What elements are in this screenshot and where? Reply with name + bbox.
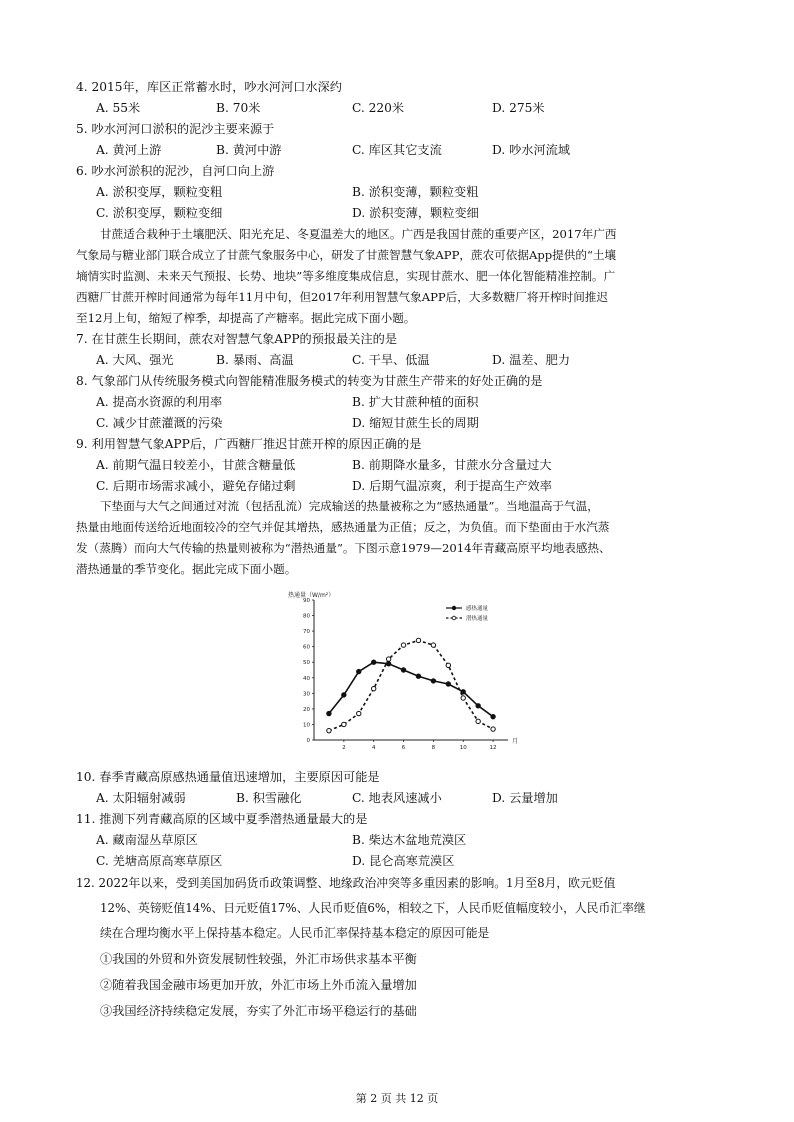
y-tick-label: 80: [303, 613, 310, 620]
question-8-stem: 8. 气象部门从传统服务模式向智能精准服务模式的转变为甘蔗生产带来的好处正确的是: [76, 374, 543, 388]
option-d: D. 275米: [492, 101, 545, 115]
statement-3: ③我国经济持续稳定发展，夯实了外汇市场平稳运行的基础: [100, 1004, 417, 1018]
y-tick-label: 90: [303, 598, 310, 604]
data-point: [386, 657, 390, 661]
data-point: [491, 714, 495, 718]
question-9-options-row1: [96, 456, 736, 474]
series-line-1: [329, 662, 493, 716]
option-d: D. 昆仑高寒荒漠区: [352, 854, 455, 868]
passage-line: 下垫面与大气之间通过对流（包括乱流）完成输送的热量被称之为“感热通量”。当地温高于气温，: [100, 499, 599, 513]
y-axis-label: 热通量（W/m²）: [288, 592, 335, 599]
x-tick-label: 10: [459, 745, 467, 751]
heat-flux-line-chart: [286, 590, 526, 760]
option-b: B. 黄河中游: [216, 143, 282, 157]
legend-marker: [452, 616, 456, 620]
data-point: [431, 679, 435, 683]
passage-line: 潜热通量的季节变化。据此完成下面小题。: [76, 562, 297, 576]
data-point: [446, 663, 450, 667]
option-a: A. 藏南湿丛草原区: [96, 833, 198, 847]
option-c: C. 干旱、低温: [352, 353, 430, 367]
option-b: B. 淤积变薄，颗粒变粗: [352, 185, 479, 199]
x-tick-label: 4: [371, 745, 376, 751]
data-point: [327, 711, 331, 715]
option-b: B. 前期降水量多，甘蔗水分含量过大: [352, 458, 552, 472]
option-c: C. 减少甘蔗灌溉的污染: [96, 416, 223, 430]
question-12-stem-line1: 12. 2022年以来，受到美国加码货币政策调整、地缘政治冲突等多重因素的影响。1月至8月，欧元贬值: [76, 876, 616, 890]
question-5-options: [96, 141, 736, 159]
option-c: C. 羌塘高原高寒草原区: [96, 854, 223, 868]
option-a: A. 55米: [96, 101, 141, 115]
option-b: B. 扩大甘蔗种植的面积: [352, 395, 479, 409]
x-tick-label: 2: [342, 745, 346, 751]
option-d: D. 温差、肥力: [492, 353, 571, 367]
legend-entry: 潜热通量: [466, 616, 489, 622]
option-c: C. 后期市场需求减小，避免存储过剩: [96, 479, 296, 493]
option-c: C. 淤积变厚，颗粒变细: [96, 206, 223, 220]
y-tick-label: 30: [303, 691, 310, 698]
data-point: [401, 668, 405, 672]
question-9-options-row2: [96, 477, 736, 495]
x-axis-label: 月: [512, 738, 519, 745]
option-d: D. 吵水河流域: [492, 143, 571, 157]
data-point: [431, 643, 435, 647]
option-c: C. 库区其它支流: [352, 143, 442, 157]
data-point: [357, 711, 361, 715]
data-point: [446, 682, 450, 686]
y-tick-label: 10: [303, 722, 310, 729]
page-footer: 第 2 页 共 12 页: [355, 1092, 439, 1105]
option-a: A. 前期气温日较差小，甘蔗含糖量低: [96, 458, 296, 472]
y-tick-label: 70: [303, 629, 310, 636]
passage-heat-flux: [76, 496, 756, 580]
statement-1: ①我国的外贸和外资发展韧性较强，外汇市场供求基本平衡: [100, 952, 417, 966]
data-point: [371, 660, 375, 664]
passage-line: 至12月上旬，缩短了榨季，却提高了产糖率。据此完成下面小题。: [76, 311, 416, 325]
passage-sugarcane: [76, 224, 756, 329]
passage-line: 发（蒸腾）而向大气传输的热量则被称为“潜热通量”。下图示意1979—2014年青藏高原平均地表感热、: [76, 541, 611, 555]
data-point: [327, 728, 331, 732]
question-12-stem-line2: 12%、英镑贬值14%、日元贬值17%、人民币贬值6%，相较之下，人民币贬值幅度较小，人民币汇率继: [100, 901, 646, 915]
option-b: B. 70米: [216, 101, 261, 115]
passage-line: 气象局与糖业部门联合成立了甘蔗气象服务中心，研发了甘蔗智慧气象APP，蔗农可依据App提供的“土壤: [76, 248, 617, 262]
question-5-stem: 5. 吵水河河口淤积的泥沙主要来源于: [76, 122, 275, 136]
legend-marker: [452, 606, 456, 610]
option-c: C. 220米: [352, 101, 405, 115]
question-6-stem: 6. 吵水河淤积的泥沙，自河口向上游: [76, 164, 275, 178]
data-point: [491, 727, 495, 731]
question-7-options: [96, 351, 736, 369]
question-4-options: [96, 99, 736, 117]
question-8-options-row2: [96, 414, 736, 432]
option-d: D. 缩短甘蔗生长的周期: [352, 416, 479, 430]
option-b: B. 暴雨、高温: [216, 353, 294, 367]
option-b: B. 柴达木盆地荒漠区: [352, 833, 467, 847]
option-a: A. 淤积变厚，颗粒变粗: [96, 185, 223, 199]
option-d: D. 淤积变薄，颗粒变细: [352, 206, 479, 220]
question-9-stem: 9. 利用智慧气象APP后，广西糖厂推迟甘蔗开榨的原因正确的是: [76, 437, 422, 451]
passage-line: 西糖厂甘蔗开榨时间通常为每年11月中旬，但2017年利用智慧气象APP后，大多数糖厂将开榨时间推迟: [76, 290, 608, 304]
y-tick-label: 40: [303, 675, 310, 682]
option-a: A. 黄河上游: [96, 143, 162, 157]
question-11-options-row2: [96, 852, 736, 870]
option-a: A. 太阳辐射减弱: [96, 791, 186, 805]
question-10-options: [96, 789, 736, 807]
y-tick-label: 20: [303, 706, 310, 713]
y-tick-label: 50: [303, 660, 310, 667]
question-7-stem: 7. 在甘蔗生长期间，蔗农对智慧气象APP的预报最关注的是: [76, 332, 398, 346]
data-point: [461, 696, 465, 700]
data-point: [476, 704, 480, 708]
data-point: [416, 638, 420, 642]
option-b: B. 积雪融化: [236, 791, 302, 805]
option-c: C. 地表风速减小: [352, 791, 442, 805]
option-a: A. 提高水资源的利用率: [96, 395, 223, 409]
x-tick-label: 6: [401, 745, 406, 751]
y-tick-label: 0: [306, 738, 310, 744]
option-d: D. 后期气温凉爽，利于提高生产效率: [352, 479, 552, 493]
data-point: [357, 669, 361, 673]
question-4-stem: 4. 2015年，库区正常蓄水时，吵水河河口水深约: [76, 80, 342, 94]
x-tick-label: 12: [489, 745, 497, 751]
data-point: [342, 693, 346, 697]
option-d: D. 云量增加: [492, 791, 558, 805]
x-tick-label: 8: [431, 745, 436, 751]
question-8-options-row1: [96, 393, 736, 411]
series-line-2: [329, 640, 493, 730]
statement-2: ②随着我国金融市场更加开放，外汇市场上外币流入量增加: [100, 978, 417, 992]
data-point: [476, 719, 480, 723]
data-point: [371, 686, 375, 690]
legend-entry: 感热通量: [466, 606, 489, 612]
question-10-stem: 10. 春季青藏高原感热通量值迅速增加，主要原因可能是: [76, 770, 380, 784]
data-point: [416, 674, 420, 678]
question-6-options-row2: [96, 204, 736, 222]
question-11-stem: 11. 推测下列青藏高原的区域中夏季潜热通量最大的是: [76, 812, 368, 826]
passage-line: 热量由地面传送给近地面较冷的空气并促其增热，感热通量为正值；反之，为负值。而下垫面由于水汽蒸: [76, 520, 610, 534]
data-point: [401, 643, 405, 647]
question-11-options-row1: [96, 831, 736, 849]
data-point: [386, 662, 390, 666]
data-point: [342, 722, 346, 726]
question-6-options-row1: [96, 183, 736, 201]
passage-line: 墒情实时监测、未来天气预报、长势、地块”等多维度集成信息，实现甘蔗水、肥一体化智能精准控制。广: [76, 269, 616, 283]
y-tick-label: 60: [303, 644, 310, 651]
option-a: A. 大风、强光: [96, 353, 174, 367]
question-12-stem-line3: 续在合理均衡水平上保持基本稳定。人民币汇率保持基本稳定的原因可能是: [100, 926, 490, 940]
passage-line: 甘蔗适合栽种于土壤肥沃、阳光充足、冬夏温差大的地区。广西是我国甘蔗的重要产区，2017年广西: [100, 227, 617, 241]
